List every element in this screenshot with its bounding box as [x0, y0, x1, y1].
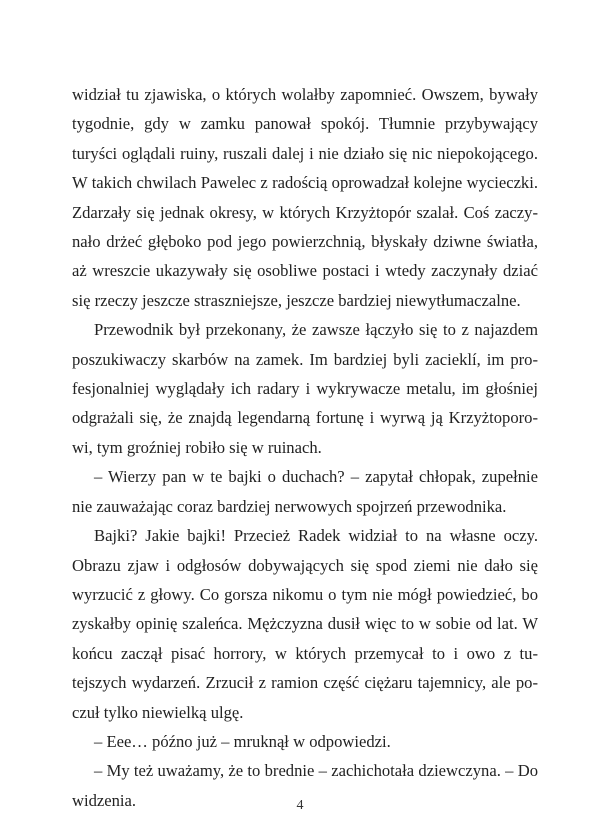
paragraph: – Eee… późno już – mruknął w odpowiedzi. [94, 731, 391, 751]
paragraph: Przewodnik był przekonany, że zawsze łączyło się to z najazdem poszukiwaczy skarbów na zamek. Im bardziej byli zacieklí, im profesjonalniej wyglądały ich radary i wykrywacze metalu, im głośniej odgrażali się, że znajdą legendarną fortunę i wyrwą ją Krzyżtoporowi, tym groźniej robiło się w ruinach. [72, 320, 538, 457]
paragraph: – My też uważamy, że to brednie – zachichotała dziewczyna. – Do widzenia. [72, 761, 538, 810]
paragraph: Bajki? Jakie bajki! Przecież Radek widział to na własne oczy. Obrazu zjaw i odgłosów dobywających się spod ziemi nie dało się wyrzucić z głowy. Co gorsza nikomu o tym nie mógł powiedzieć, bo zyskałby opinię szaleńca. Mężczyzna dusił więc to w sobie od lat. W końcu zaczął pisać horrory, w których przemycał to i owo z tutejszych wydarzeń. Zrzucił z ramion część ciężaru tajemnicy, ale poczuł tylko niewielką ulgę. [72, 526, 538, 722]
body-text [72, 80, 538, 815]
paragraph: widział tu zjawiska, o których wolałby zapomnieć. Owszem, bywały tygodnie, gdy w zamku panował spokój. Tłumnie przybywający turyści oglądali ruiny, ruszali dalej i nie działo się nic niepokojącego. W takich chwilach Pawelec z radością oprowadzał kolejne wycieczki. Zdarzały się jednak okresy, w których Krzyżtopór szalał. Coś zaczynało drżeć głęboko pod jego powierzchnią, błyskały dziwne światła, aż wreszcie ukazywały się osobliwe postaci i wtedy zaczynały dziać się rzeczy jeszcze straszniejsze, jeszcze bardziej niewytłumaczalne. [72, 85, 538, 310]
paragraph: – Wierzy pan w te bajki o duchach? – zapytał chłopak, zupełnie nie zauważając coraz bardziej nerwowych spojrzeń przewodnika. [72, 467, 538, 516]
page-number: 4 [296, 798, 304, 813]
